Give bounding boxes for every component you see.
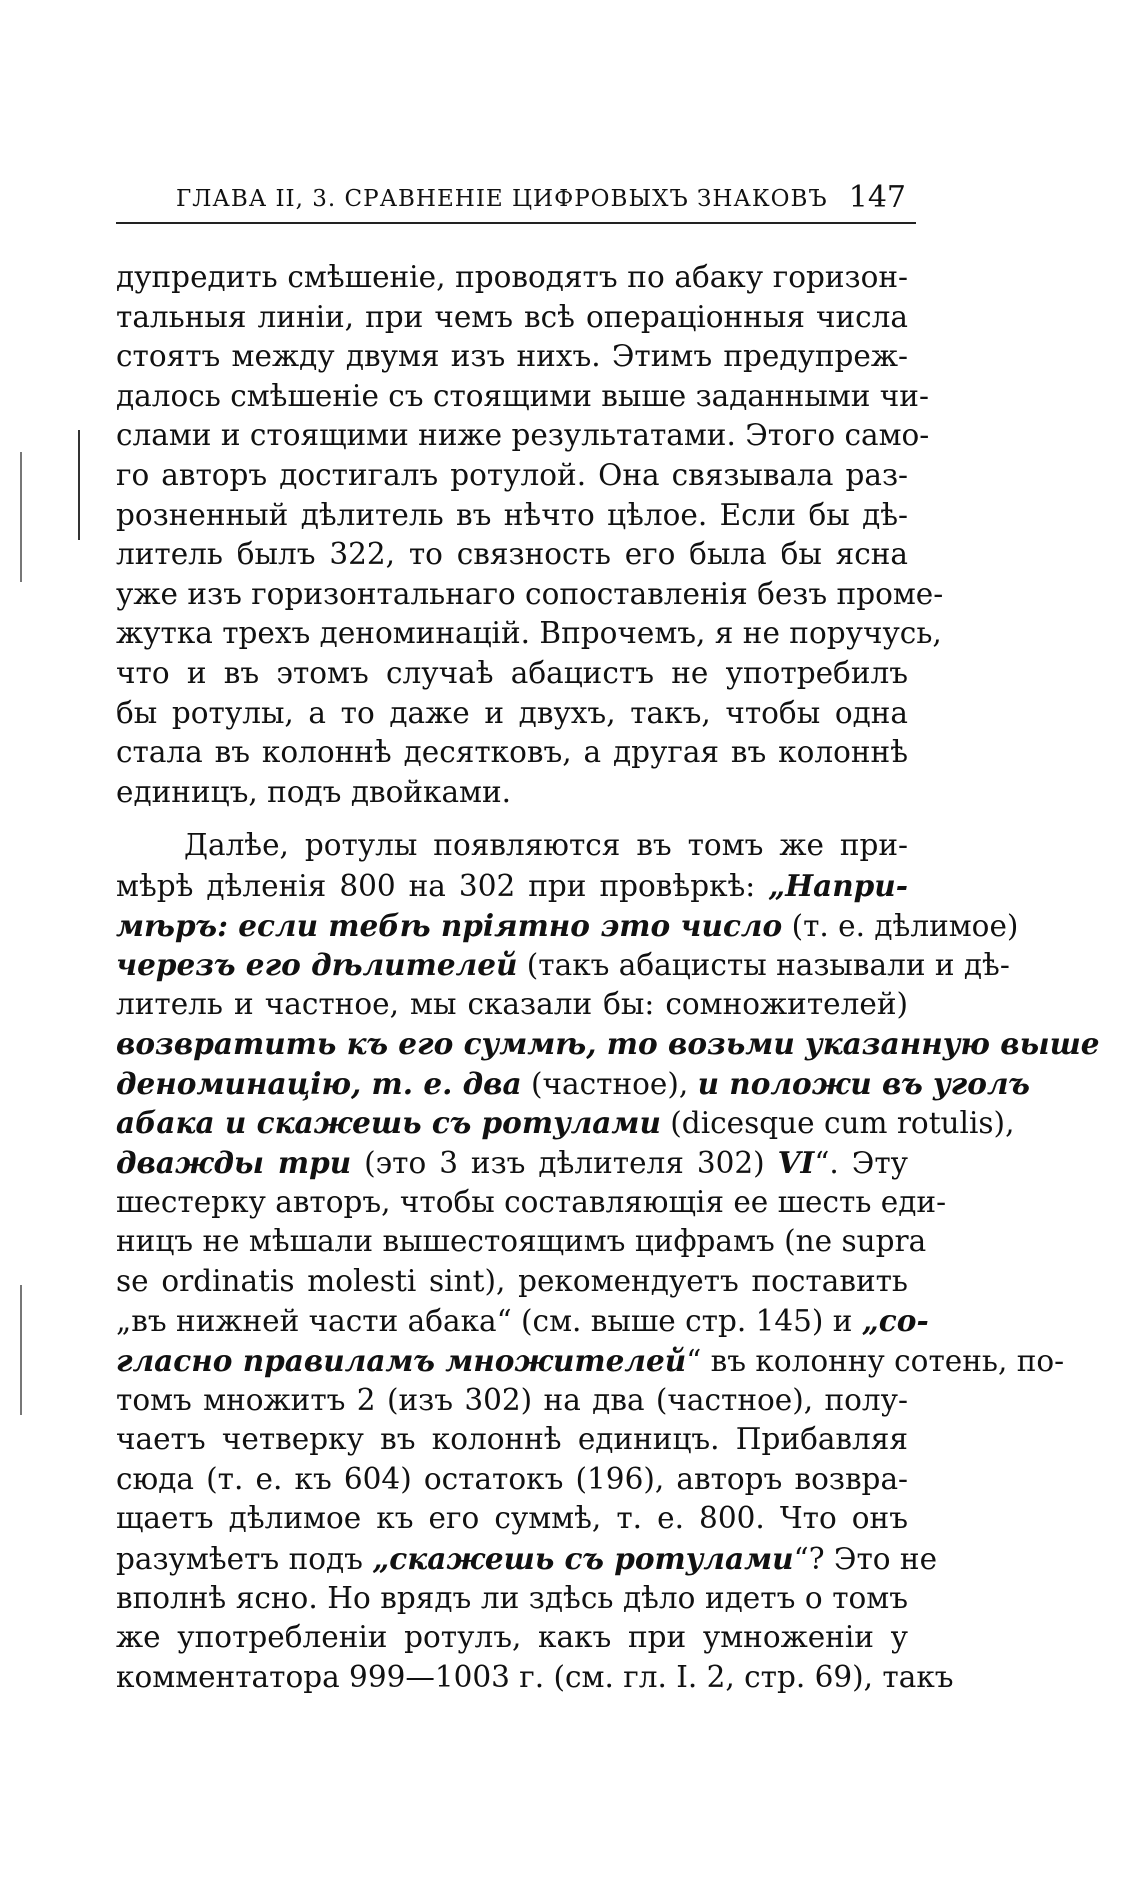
text-line: дупредить смѣшенiе, проводятъ по абаку горизон- bbox=[116, 260, 908, 294]
text-line bbox=[116, 1064, 1030, 1104]
text-run: (частное), bbox=[521, 1066, 698, 1101]
text-run: ницъ не мѣшали вышестоящимъ цифрамъ (ne supra bbox=[116, 1224, 927, 1259]
text-run: сюда (т. е. къ 604) остатокъ (196), авторъ возвра- bbox=[116, 1461, 908, 1496]
text-run: шестерку авторъ, чтобы составляющiя ее шесть еди- bbox=[116, 1184, 947, 1219]
text-run: томъ множитъ 2 (изъ 302) на два (частное), полу- bbox=[116, 1382, 908, 1417]
text-line bbox=[116, 1658, 954, 1698]
text-line bbox=[116, 866, 908, 906]
text-run: “. Эту bbox=[814, 1146, 908, 1181]
italic-run: дважды три bbox=[116, 1145, 352, 1181]
text-line: тальныя линiи, при чемъ всѣ операцiонныя числа bbox=[116, 299, 908, 334]
text-line: го авторъ достигалъ ротулой. Она связывала раз- bbox=[116, 457, 908, 492]
text-line: далось смѣшенiе съ стоящими выше заданными чи- bbox=[116, 378, 929, 413]
text-line bbox=[116, 1381, 908, 1421]
text-run: (т. е. дѣлимое) bbox=[782, 908, 1019, 943]
text-line bbox=[116, 985, 908, 1025]
text-line bbox=[116, 1103, 1015, 1143]
italic-run: и положи въ уголъ bbox=[697, 1065, 1030, 1101]
text-run: мѣрѣ дѣленiя 800 на 302 при провѣркѣ: bbox=[116, 868, 769, 903]
text-line bbox=[116, 1301, 929, 1341]
text-line bbox=[116, 1499, 908, 1539]
text-line: слами и стоящими ниже результатами. Этого само- bbox=[116, 418, 930, 453]
text-line bbox=[116, 945, 1010, 985]
margin-dotted-mark bbox=[20, 452, 22, 582]
text-line bbox=[116, 1420, 908, 1460]
text-run: комментатора 999—1003 г. (см. гл. I. 2, стр. 69), такъ bbox=[116, 1659, 954, 1694]
text-line: литель былъ 322, то связность его была бы ясна bbox=[116, 537, 908, 572]
italic-run: „скажешь съ ротулами bbox=[372, 1541, 794, 1576]
text-run: (такъ абацисты называли и дѣ- bbox=[517, 948, 1010, 983]
text-line: жутка трехъ деноминацiй. Впрочемъ, я не поручусь, bbox=[116, 616, 942, 651]
text-line: стала въ колоннѣ десятковъ, а другая въ колоннѣ bbox=[116, 735, 908, 770]
text-line bbox=[116, 1539, 938, 1579]
text-run: же употребленiи ротулъ, какъ при умноженiи у bbox=[116, 1620, 908, 1655]
text-line bbox=[116, 1618, 908, 1658]
italic-run: „со- bbox=[861, 1303, 929, 1339]
text-run: “ въ колонну сотень, по- bbox=[686, 1344, 1065, 1379]
text-line bbox=[116, 906, 1019, 946]
text-run: чаетъ четверку въ колоннѣ единицъ. Прибавляя bbox=[116, 1422, 908, 1457]
text-line bbox=[116, 826, 908, 866]
text-line: единицъ, подъ двойками. bbox=[116, 774, 512, 809]
text-run: разумѣетъ подъ bbox=[116, 1542, 373, 1576]
text-line bbox=[116, 1341, 1065, 1381]
paragraph-1 bbox=[116, 258, 944, 812]
italic-run: черезъ его дѣлителей bbox=[116, 947, 518, 983]
italic-run: мѣръ: если тебѣ прiятно это число bbox=[116, 907, 783, 943]
text-run: se ordinatis molesti sint), рекомендуетъ поставить bbox=[116, 1263, 908, 1298]
text-line: стоятъ между двумя изъ нихъ. Этимъ предупреж- bbox=[116, 339, 908, 374]
text-run: Далѣе, ротулы появляются въ томъ же при- bbox=[184, 828, 908, 863]
text-run: (это 3 изъ дѣлителя 302) bbox=[351, 1146, 778, 1181]
text-line bbox=[116, 1460, 908, 1500]
text-line bbox=[116, 1262, 908, 1302]
text-line bbox=[116, 1222, 927, 1262]
text-line: что и въ этомъ случаѣ абацистъ не употребилъ bbox=[116, 655, 908, 690]
margin-dotted-mark-lower bbox=[20, 1285, 22, 1415]
page-number: 147 bbox=[848, 180, 906, 215]
text-run: (dicesque cum rotulis), bbox=[660, 1106, 1015, 1141]
text-line bbox=[116, 1024, 1100, 1064]
text-line bbox=[116, 1579, 908, 1619]
text-run: вполнѣ ясно. Но врядъ ли здѣсь дѣло идетъ о томъ bbox=[116, 1580, 908, 1615]
italic-run: VI bbox=[777, 1145, 815, 1181]
text-line bbox=[116, 1183, 947, 1223]
italic-run: деноминацiю, т. е. два bbox=[116, 1065, 522, 1101]
text-line bbox=[116, 1143, 908, 1183]
chapter-title: ГЛАВА II, 3. СРАВНЕНIЕ ЦИФРОВЫХЪ ЗНАКОВЪ bbox=[176, 186, 828, 212]
italic-run: абака и скажешь съ ротулами bbox=[116, 1105, 661, 1141]
italic-run: „Напри- bbox=[768, 867, 908, 903]
running-head bbox=[116, 180, 916, 224]
text-run: „въ нижней части абака“ (см. выше стр. 145) и bbox=[116, 1304, 862, 1339]
margin-line-mark bbox=[78, 430, 80, 540]
text-run: литель и частное, мы сказали бы: сомножителей) bbox=[116, 986, 908, 1021]
italic-run: возвратить къ его суммѣ, то возьми указанную выше bbox=[116, 1026, 1100, 1062]
body-text bbox=[116, 258, 1100, 1697]
paragraph-2 bbox=[116, 826, 1100, 1697]
text-run: “? Это не bbox=[793, 1542, 938, 1576]
text-line: розненный дѣлитель въ нѣчто цѣлое. Если бы дѣ- bbox=[116, 497, 908, 532]
text-run: щаетъ дѣлимое къ его суммѣ, т. е. 800. Что онъ bbox=[116, 1501, 908, 1536]
text-line: бы ротулы, а то даже и двухъ, такъ, чтобы одна bbox=[116, 695, 908, 730]
italic-run: гласно правиламъ множителей bbox=[116, 1343, 687, 1379]
text-line: уже изъ горизонтальнаго сопоставленiя безъ проме- bbox=[116, 576, 944, 611]
